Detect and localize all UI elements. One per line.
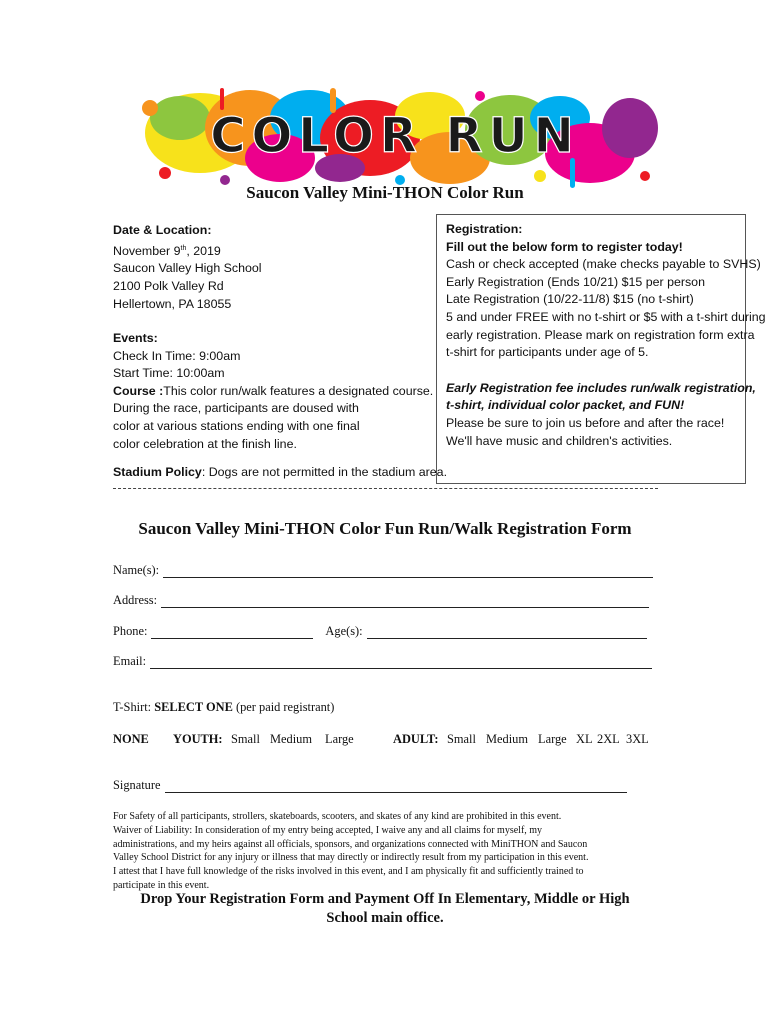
youth-size-medium[interactable]: Medium	[270, 732, 312, 746]
adult-size-small[interactable]: Small	[447, 732, 476, 746]
registration-line: 5 and under FREE with no t-shirt or $5 with a t-shirt during	[446, 309, 766, 324]
logo-wordmark: COLOR RUN	[210, 108, 580, 164]
names-line[interactable]	[163, 565, 653, 578]
registration-heading: Registration:	[446, 222, 523, 236]
size-none[interactable]: NONE	[113, 732, 149, 746]
early-registration-note: t-shirt, individual color packet, and FUN!	[446, 398, 685, 413]
events-heading: Events:	[113, 331, 158, 346]
venue-city: Hellertown, PA 18055	[113, 296, 232, 311]
waiver-line: Waiver of Liability: In consideration of my entry being accepted, I waive any and all claims for myself, my	[113, 824, 543, 836]
ages-label: Age(s):	[325, 624, 363, 638]
course-description: Course :This color run/walk features a designated course.	[113, 383, 434, 398]
waiver-line: For Safety of all participants, strollers, skateboards, scooters, and skates of any kind are prohibited in this event.	[113, 811, 562, 822]
adult-label: ADULT:	[393, 732, 439, 746]
event-title: Saucon Valley Mini-THON Color Run	[246, 183, 524, 202]
email-field[interactable]	[113, 654, 652, 669]
waiver-line: Valley School District for any injury or illness that may directly or indirectly result from my participation in this event.	[113, 852, 589, 864]
date-location-heading: Date & Location:	[113, 223, 212, 237]
ages-line[interactable]	[367, 626, 647, 639]
form-title: Saucon Valley Mini-THON Color Fun Run/Walk Registration Form	[138, 519, 632, 538]
waiver-text	[113, 810, 658, 893]
tshirt-instructions: T-Shirt: SELECT ONE (per paid registrant)	[113, 700, 335, 714]
checkin-time: Check In Time: 9:00am	[113, 348, 241, 363]
adult-size-medium[interactable]: Medium	[486, 732, 528, 746]
event-details	[113, 222, 443, 453]
registration-subheading: Fill out the below form to register today!	[446, 239, 683, 254]
event-date: November 9th, 2019	[113, 243, 221, 258]
venue-street: 2100 Polk Valley Rd	[113, 278, 224, 293]
address-field[interactable]	[113, 593, 649, 608]
email-line[interactable]	[150, 656, 652, 669]
youth-size-large[interactable]: Large	[325, 732, 354, 746]
closing-line: Please be sure to join us before and after the race!	[446, 415, 725, 430]
registration-line: early registration. Please mark on registration form extra	[446, 327, 755, 342]
stadium-policy: Stadium Policy: Dogs are not permitted in the stadium area.	[113, 465, 448, 479]
drop-off-instructions: Drop Your Registration Form and Payment Off In Elementary, Middle or High School main office.	[140, 891, 630, 926]
phone-ages-field[interactable]	[113, 624, 647, 639]
adult-size-xl[interactable]: XL	[576, 732, 593, 746]
adult-size-2xl[interactable]: 2XL	[597, 732, 620, 746]
waiver-line: administrations, and my heirs against all officials, sponsors, and organizations connected with MiniTHON and Saucon	[113, 838, 588, 850]
address-label: Address:	[113, 593, 158, 607]
waiver-line: I attest that I have full knowledge of the risks involved in this event, and I am physically fit and sufficiently trained to	[113, 866, 584, 878]
address-line[interactable]	[161, 595, 649, 608]
registration-line: Cash or check accepted (make checks payable to SVHS)	[446, 257, 761, 272]
youth-size-small[interactable]: Small	[231, 732, 260, 746]
registration-line: t-shirt for participants under age of 5.	[446, 345, 649, 360]
registration-line: Early Registration (Ends 10/21) $15 per person	[446, 274, 705, 289]
signature-field[interactable]	[113, 778, 627, 793]
youth-label: YOUTH:	[173, 732, 223, 746]
signature-line[interactable]	[165, 780, 627, 793]
names-label: Name(s):	[113, 563, 160, 577]
phone-line[interactable]	[151, 626, 313, 639]
phone-label: Phone:	[113, 624, 148, 638]
closing-line: We'll have music and children's activities.	[446, 433, 673, 448]
registration-info-box	[436, 214, 766, 484]
cut-line-divider	[113, 488, 658, 489]
venue-name: Saucon Valley High School	[113, 261, 262, 276]
signature-label: Signature	[113, 778, 161, 792]
registration-line: Late Registration (10/22-11/8) $15 (no t-shirt)	[446, 292, 694, 307]
start-time: Start Time: 10:00am	[113, 366, 225, 381]
course-line-3: color at various stations ending with one final	[113, 419, 360, 434]
adult-size-3xl[interactable]: 3XL	[626, 732, 649, 746]
adult-size-large[interactable]: Large	[538, 732, 567, 746]
early-registration-note: Early Registration fee includes run/walk registration,	[446, 380, 756, 395]
course-line-2: During the race, participants are doused with	[113, 401, 359, 416]
course-line-4: color celebration at the finish line.	[113, 436, 297, 451]
email-label: Email:	[113, 654, 147, 668]
names-field[interactable]	[113, 563, 653, 578]
color-run-logo	[130, 88, 660, 188]
waiver-line: participate in this event.	[113, 879, 210, 891]
